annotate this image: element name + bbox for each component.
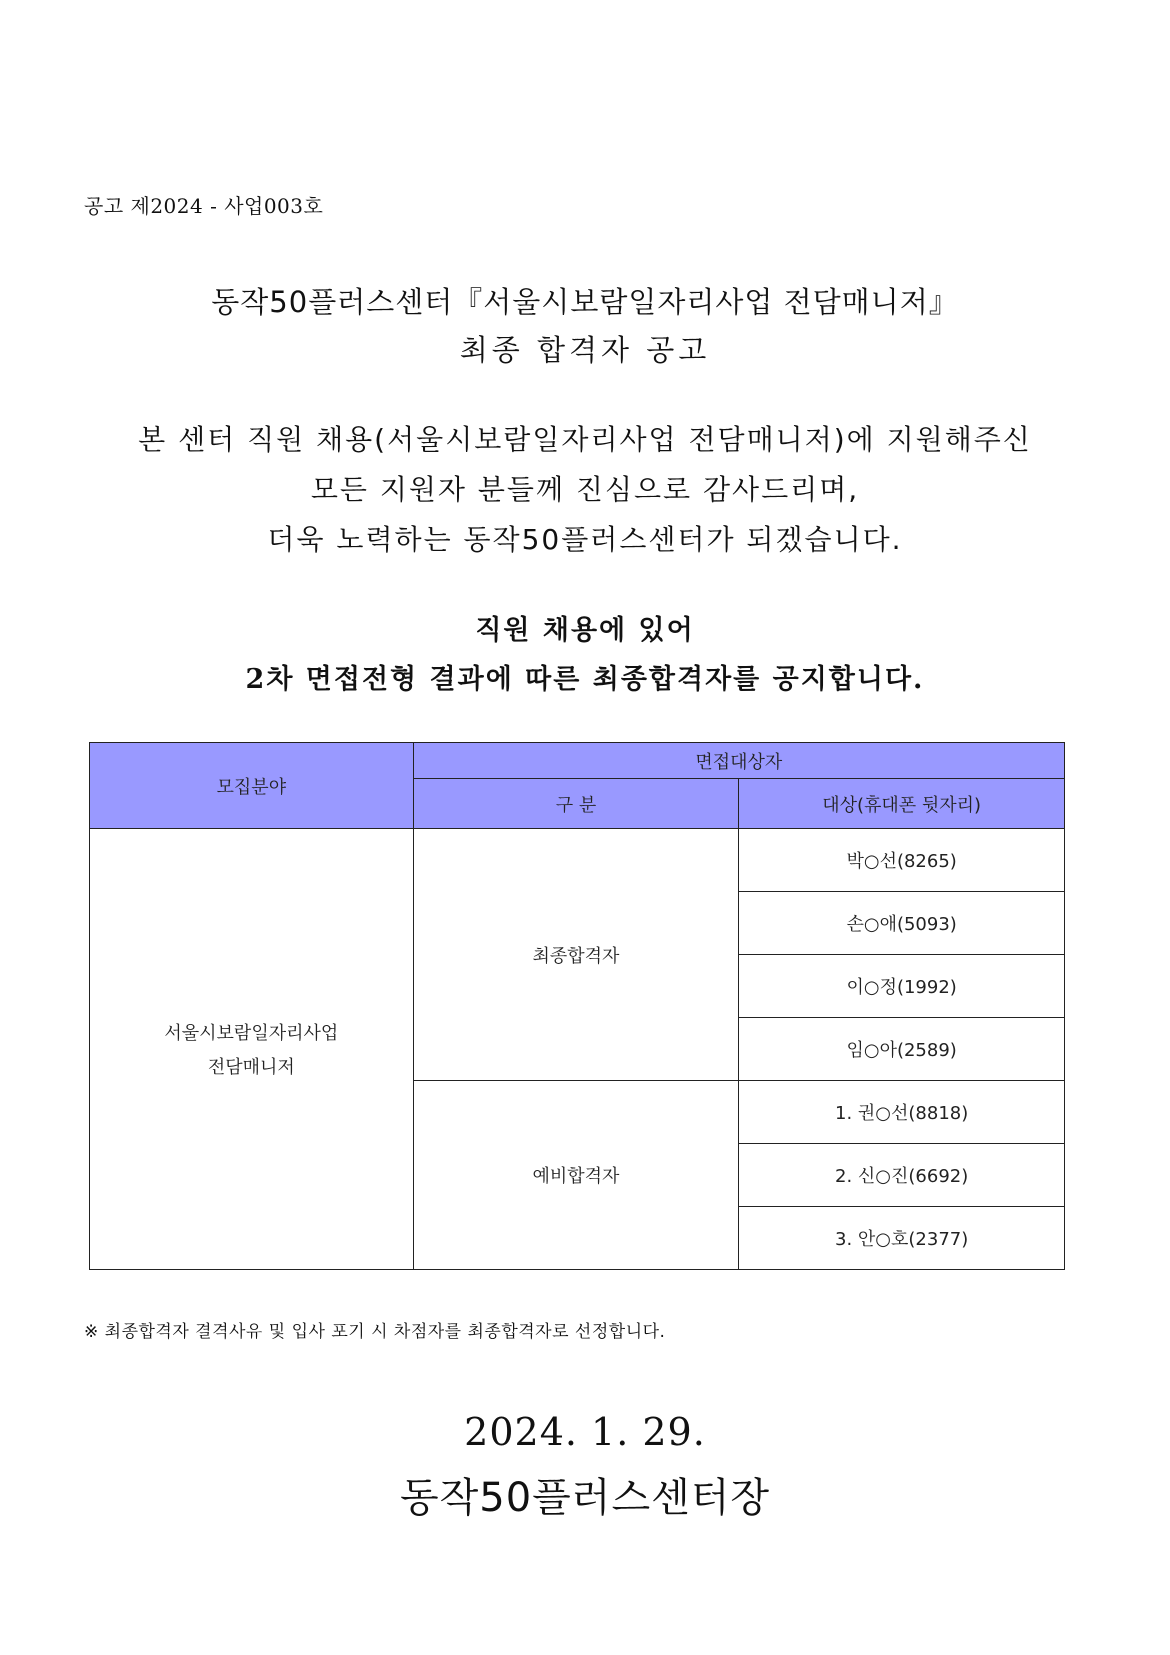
footnote: ※ 최종합격자 결격사유 및 입사 포기 시 차점자를 최종합격자로 선정합니다. — [84, 1322, 666, 1342]
header-interviewees: 면접대상자 — [413, 743, 1064, 779]
header-field: 모집분야 — [90, 743, 414, 829]
person-cell: 3. 안○호(2377) — [739, 1207, 1065, 1270]
person-cell: 2. 신○진(6692) — [739, 1144, 1065, 1207]
category-reserve: 예비합격자 — [413, 1081, 739, 1270]
intro-line-2: 모든 지원자 분들께 진심으로 감사드리며, — [310, 473, 860, 506]
table-row — [90, 829, 1065, 892]
field-value-line-2: 전담매니저 — [207, 1057, 295, 1078]
header-target: 대상(휴대폰 뒷자리) — [739, 779, 1065, 829]
issue-date: 2024. 1. 29. — [464, 1410, 706, 1454]
issuer: 동작50플러스센터장 — [399, 1475, 771, 1521]
field-value — [90, 829, 414, 1270]
person-cell: 이○정(1992) — [739, 955, 1065, 1018]
header-category: 구 분 — [413, 779, 739, 829]
category-final: 최종합격자 — [413, 829, 739, 1081]
announcement-line-1: 직원 채용에 있어 — [475, 615, 695, 646]
title-line-2: 최종 합격자 공고 — [459, 333, 711, 367]
person-cell: 1. 권○선(8818) — [739, 1081, 1065, 1144]
notice-number: 공고 제2024 - 사업003호 — [84, 194, 324, 218]
title-line-1: 동작50플러스센터『서울시보람일자리사업 전담매니저』 — [211, 285, 959, 319]
intro-line-1: 본 센터 직원 채용(서울시보람일자리사업 전담매니저)에 지원해주신 — [138, 423, 1032, 456]
field-value-line-1: 서울시보람일자리사업 — [164, 1023, 339, 1044]
intro-line-3: 더욱 노력하는 동작50플러스센터가 되겠습니다. — [267, 523, 903, 556]
person-cell: 박○선(8265) — [739, 829, 1065, 892]
person-cell: 손○애(5093) — [739, 892, 1065, 955]
announcement-line-2: 2차 면접전형 결과에 따른 최종합격자를 공지합니다. — [245, 664, 925, 695]
person-cell: 임○아(2589) — [739, 1018, 1065, 1081]
results-table — [89, 742, 1065, 1270]
